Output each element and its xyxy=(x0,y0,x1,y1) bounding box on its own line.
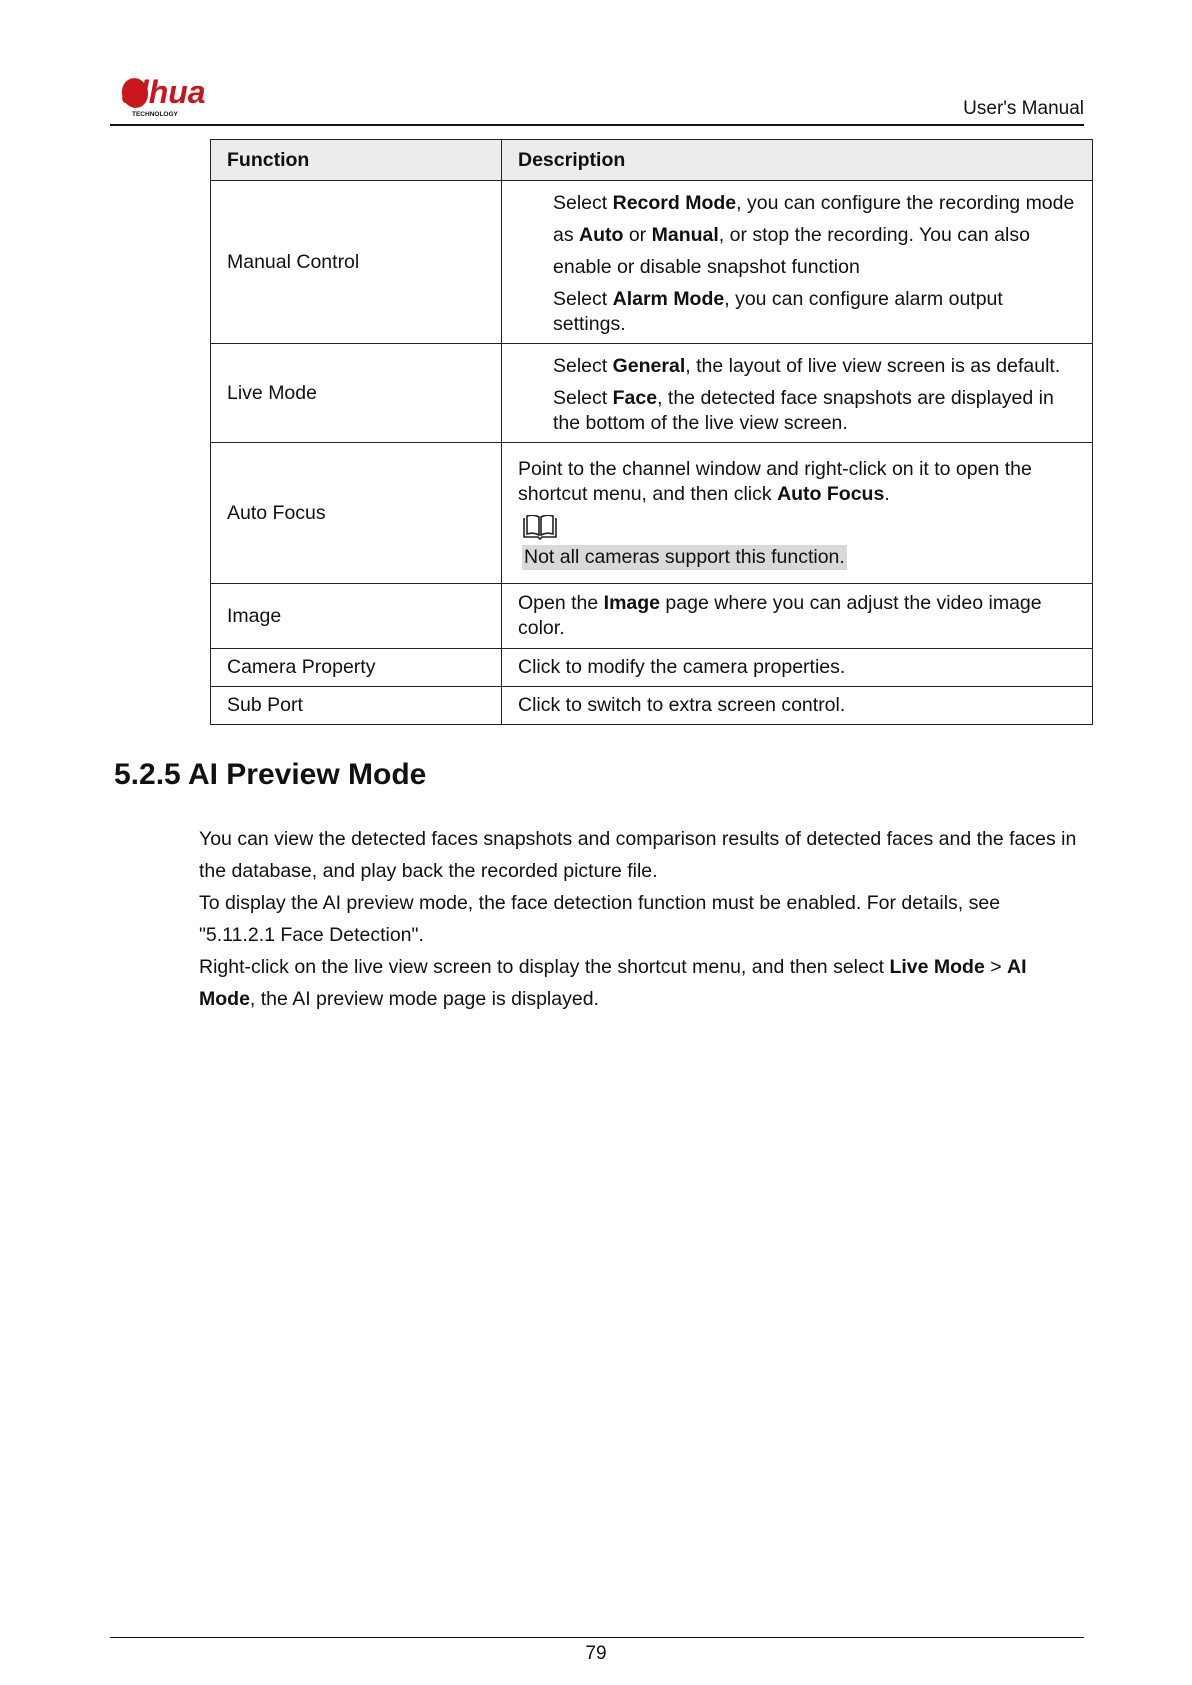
page-number: 79 xyxy=(585,1643,607,1664)
function-cell: Live Mode xyxy=(211,344,502,443)
table-header-row xyxy=(211,140,1093,181)
table-row-auto-focus xyxy=(211,443,1093,584)
book-note-icon xyxy=(522,515,558,541)
paragraph: To display the AI preview mode, the face detection function must be enabled. For details, see "5.11.2.1 Face Detection". xyxy=(199,892,1001,946)
description-cell: Click to switch to extra screen control. xyxy=(502,687,1093,725)
logo-wordmark: alhua xyxy=(122,74,206,110)
paragraph: Right-click on the live view screen to display the shortcut menu, and then select Live Mode > AI Mode, the AI preview mode page is displayed. xyxy=(199,956,1027,1010)
dahua-logo xyxy=(118,72,258,122)
description-line: Select Alarm Mode, you can configure alarm output settings. xyxy=(553,288,1003,335)
description-cell xyxy=(502,584,1093,649)
function-cell: Image xyxy=(211,584,502,649)
description-line: as Auto or Manual, or stop the recording. You can also xyxy=(553,224,1030,246)
description-cell xyxy=(502,181,1093,344)
description-line: Open the Image page where you can adjust the video image color. xyxy=(518,592,1042,639)
description-line: Select Face, the detected face snapshots are displayed in the bottom of the live view screen. xyxy=(553,387,1054,434)
column-header-description: Description xyxy=(502,140,1093,181)
table-row-sub-port xyxy=(211,687,1093,725)
section-body xyxy=(199,823,1089,1015)
description-line: enable or disable snapshot function xyxy=(553,256,860,278)
description-line: Point to the channel window and right-click on it to open the shortcut menu, and then click Auto Focus. xyxy=(518,457,1032,505)
function-cell: Camera Property xyxy=(211,649,502,687)
header-rule xyxy=(110,124,1084,126)
table-row-live-mode xyxy=(211,344,1093,443)
function-table xyxy=(210,139,1093,725)
column-header-function: Function xyxy=(211,140,502,181)
description-line: Select Record Mode, you can configure the recording mode xyxy=(553,192,1075,214)
logo-subtext: TECHNOLOGY xyxy=(132,111,178,118)
function-cell: Sub Port xyxy=(211,687,502,725)
note-text: Not all cameras support this function. xyxy=(524,545,845,568)
paragraph: You can view the detected faces snapshots and comparison results of detected faces and the faces in the database, and play back the recorded picture file. xyxy=(199,828,1077,882)
function-cell: Auto Focus xyxy=(211,443,502,584)
description-cell: Click to modify the camera properties. xyxy=(502,649,1093,687)
footer-rule xyxy=(110,1637,1084,1638)
table-row-image xyxy=(211,584,1093,649)
section-heading: 5.2.5 AI Preview Mode xyxy=(114,758,427,791)
function-cell: Manual Control xyxy=(211,181,502,344)
description-cell xyxy=(502,443,1093,584)
table-row-camera-property xyxy=(211,649,1093,687)
table-row-manual-control xyxy=(211,181,1093,344)
description-cell xyxy=(502,344,1093,443)
manual-title: User's Manual xyxy=(963,98,1084,119)
description-line: Select General, the layout of live view screen is as default. xyxy=(553,355,1061,377)
